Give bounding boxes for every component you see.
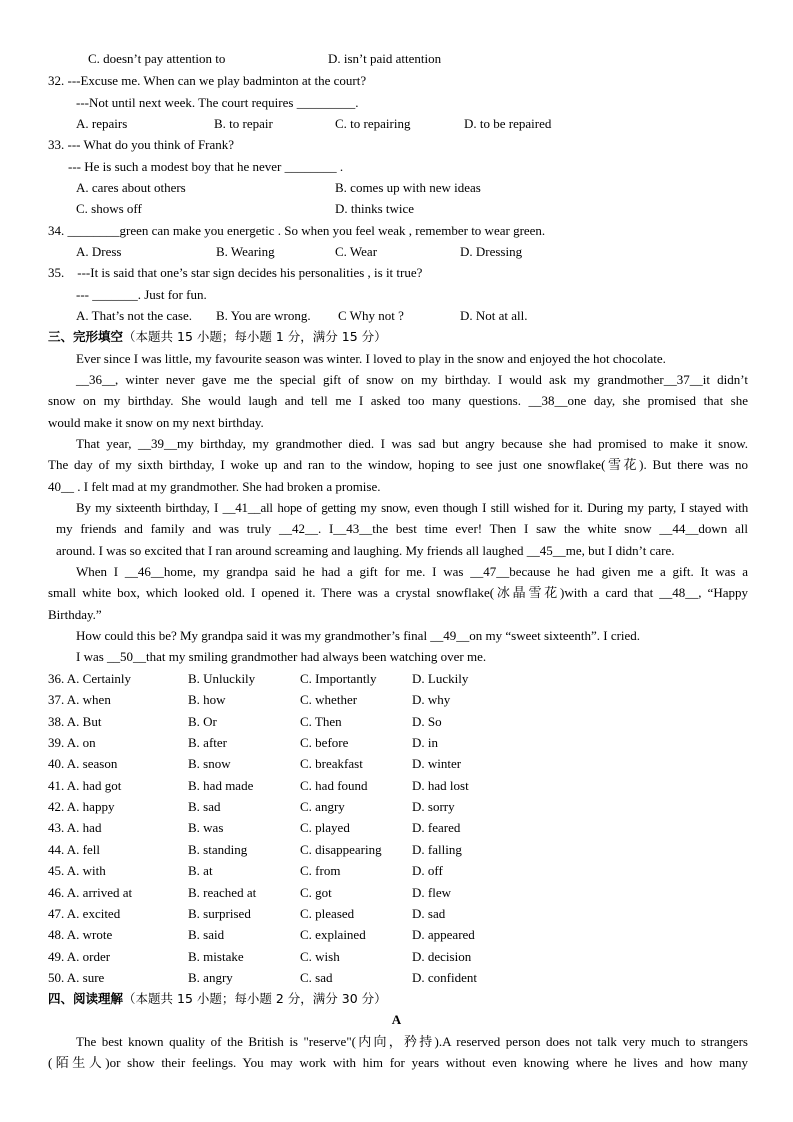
q34-option-a: A. Dress (76, 244, 122, 259)
q33-option-d: D. thinks twice (335, 201, 415, 216)
option-42-b: B. sad (188, 799, 221, 814)
option-45-a: 45. A. with (48, 863, 106, 878)
option-37-c: C. whether (300, 692, 358, 707)
cloze-line-12: small white box, which looked old. I opened it. There was a crystal snowflake(冰晶雪花)with a card that __48__, “Happy (48, 585, 748, 600)
option-49-b: B. mistake (188, 949, 244, 964)
option-37-b: B. how (188, 692, 226, 707)
cloze-line-4: would make it snow on my next birthday. (48, 415, 264, 430)
option-48-b: B. said (188, 927, 225, 942)
option-46-a: 46. A. arrived at (48, 885, 133, 900)
option-44-c: C. disappearing (300, 842, 382, 857)
option-36-c: C. Importantly (300, 671, 377, 686)
cloze-line-2: __36__, winter never gave me the special gift of snow on my birthday. I would ask my grandmother__37__it didn’t (76, 372, 748, 387)
passage-a-line-2: (陌生人)or show their feelings. You may work with him for years without even knowing where he lives and how many (48, 1055, 748, 1070)
option-37-a: 37. A. when (48, 692, 111, 707)
option-43-c: C. played (300, 820, 350, 835)
cloze-line-11: When I __46__home, my grandpa said he had a gift for me. I was __47__because he had given me a gift. It was a (76, 564, 748, 579)
q33-reply: --- He is such a modest boy that he never ________ . (68, 159, 344, 174)
q35-option-d: D. Not at all. (460, 308, 528, 323)
q35-option-c: C Why not ? (338, 308, 404, 323)
q33-option-b: B. comes up with new ideas (335, 180, 481, 195)
q32-stem: 32. ---Excuse me. When can we play badminton at the court? (48, 73, 367, 88)
option-48-a: 48. A. wrote (48, 927, 113, 942)
option-39-d: D. in (412, 735, 438, 750)
section-3-title: 三、完形填空 (48, 329, 124, 344)
q32-reply: ---Not until next week. The court requires _________. (76, 95, 359, 110)
cloze-line-15: I was __50__that my smiling grandmother had always been watching over me. (76, 649, 487, 664)
option-43-d: D. feared (412, 820, 461, 835)
option-42-c: C. angry (300, 799, 345, 814)
option-45-c: C. from (300, 863, 341, 878)
option-38-c: C. Then (300, 714, 342, 729)
cloze-line-8: By my sixteenth birthday, I __41__all hope of getting my snow, even though I still wished for it. During my party, I stayed with (76, 500, 748, 515)
option-50-b: B. angry (188, 970, 233, 985)
option-41-c: C. had found (300, 778, 368, 793)
option-47-a: 47. A. excited (48, 906, 121, 921)
q31-option-d: D. isn’t paid attention (328, 51, 442, 66)
option-36-d: D. Luckily (412, 671, 469, 686)
option-39-a: 39. A. on (48, 735, 96, 750)
option-45-d: D. off (412, 863, 443, 878)
option-42-a: 42. A. happy (48, 799, 115, 814)
cloze-line-5: That year, __39__my birthday, my grandmother died. I was sad but angry because she had promised to make it snow. (76, 436, 748, 451)
option-50-a: 50. A. sure (48, 970, 105, 985)
cloze-line-3: snow on my birthday. She would laugh and tell me I asked too many questions. __38__one day, she promised that she (48, 393, 748, 408)
option-49-d: D. decision (412, 949, 472, 964)
q33-option-c: C. shows off (76, 201, 142, 216)
option-36-b: B. Unluckily (188, 671, 256, 686)
cloze-line-10: around. I was so excited that I ran around screaming and laughing. My friends all laughed __45__me, but I didn’t care. (56, 543, 675, 558)
q32-option-d: D. to be repaired (464, 116, 552, 131)
option-49-c: C. wish (300, 949, 340, 964)
cloze-line-14: How could this be? My grandpa said it was my grandmother’s final __49__on my “sweet sixteenth”. I cried. (76, 628, 641, 643)
option-46-d: D. flew (412, 885, 451, 900)
q33-option-a: A. cares about others (76, 180, 186, 195)
q31-option-c: C. doesn’t pay attention to (88, 51, 226, 66)
q35-reply: --- _______. Just for fun. (76, 287, 207, 302)
option-40-b: B. snow (188, 756, 231, 771)
option-41-b: B. had made (188, 778, 254, 793)
option-50-c: C. sad (300, 970, 333, 985)
cloze-line-7: 40__ . I felt mad at my grandmother. She had broken a promise. (48, 479, 381, 494)
option-50-d: D. confident (412, 970, 477, 985)
option-37-d: D. why (412, 692, 451, 707)
option-36-a: 36. A. Certainly (48, 671, 132, 686)
q34-option-d: D. Dressing (460, 244, 523, 259)
option-45-b: B. at (188, 863, 213, 878)
cloze-line-1: Ever since I was little, my favourite season was winter. I loved to play in the snow and enjoyed the hot chocolate. (76, 351, 666, 366)
option-38-d: D. So (412, 714, 442, 729)
option-40-d: D. winter (412, 756, 462, 771)
cloze-line-13: Birthday.” (48, 607, 102, 622)
q32-option-c: C. to repairing (335, 116, 411, 131)
option-39-b: B. after (188, 735, 227, 750)
option-42-d: D. sorry (412, 799, 455, 814)
q35-option-a: A. That’s not the case. (76, 308, 193, 323)
option-47-d: D. sad (412, 906, 446, 921)
option-48-d: D. appeared (412, 927, 475, 942)
option-43-a: 43. A. had (48, 820, 102, 835)
option-41-d: D. had lost (412, 778, 469, 793)
option-48-c: C. explained (300, 927, 366, 942)
q32-option-b: B. to repair (214, 116, 273, 131)
cloze-line-6: The day of my sixth birthday, I woke up and ran to the window, hoping to see just one snowflake(雪花). But there was no (48, 457, 748, 472)
option-44-b: B. standing (188, 842, 248, 857)
option-38-a: 38. A. But (48, 714, 102, 729)
option-40-a: 40. A. season (48, 756, 118, 771)
section-3-note: （本题共 15 小题；每小题 1 分，满分 15 分） (123, 329, 387, 344)
option-49-a: 49. A. order (48, 949, 111, 964)
section-4-note: （本题共 15 小题；每小题 2 分，满分 30 分） (123, 991, 387, 1006)
option-44-a: 44. A. fell (48, 842, 100, 857)
option-44-d: D. falling (412, 842, 462, 857)
q32-option-a: A. repairs (76, 116, 128, 131)
q34-option-b: B. Wearing (216, 244, 275, 259)
option-46-c: C. got (300, 885, 332, 900)
passage-a-line-1: The best known quality of the British is "reserve"(内向，矜持).A reserved person does not talk very much to strangers (76, 1034, 748, 1049)
option-47-b: B. surprised (188, 906, 251, 921)
option-41-a: 41. A. had got (48, 778, 122, 793)
q34-stem: 34. ________green can make you energetic . So when you feel weak , remember to wear green. (48, 223, 546, 238)
passage-a-heading: A (391, 1012, 402, 1027)
option-43-b: B. was (188, 820, 224, 835)
q33-stem: 33. --- What do you think of Frank? (48, 137, 235, 152)
q35-option-b: B. You are wrong. (216, 308, 311, 323)
q34-option-c: C. Wear (335, 244, 378, 259)
q35-stem: 35. ---It is said that one’s star sign decides his personalities , is it true? (48, 265, 423, 280)
option-47-c: C. pleased (300, 906, 355, 921)
option-40-c: C. breakfast (300, 756, 363, 771)
section-4-title: 四、阅读理解 (48, 991, 124, 1006)
cloze-line-9: my friends and family and was truly __42__. I__43__the best time ever! Then I saw the white snow __44__down all (56, 521, 748, 536)
section-3-heading (48, 329, 387, 345)
section-4-heading (48, 991, 387, 1007)
option-38-b: B. Or (188, 714, 217, 729)
option-46-b: B. reached at (188, 885, 257, 900)
option-39-c: C. before (300, 735, 349, 750)
